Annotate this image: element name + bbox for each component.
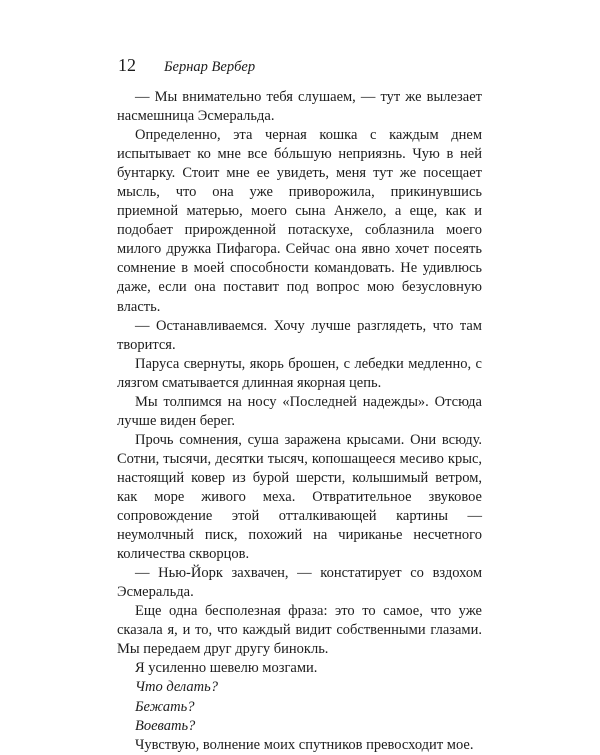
body-text: [117, 88, 482, 755]
paragraph: — Останавливаемся. Хочу лучше разглядеть, что там творится.: [117, 317, 482, 353]
paragraph: Паруса свернуты, якорь брошен, с лебедки медленно, с лязгом сматывается длинная якорная цепь.: [117, 355, 482, 391]
paragraph: Прочь сомнения, суша заражена крысами. Они всюду. Сотни, тысячи, десятки тысяч, копошащееся месиво крыс, настоящий ковер из бурой шерсти, колышимый ветром, как море живого меха. Отвратительное звуковое сопровождение этой отталкивающей картины — неумолчный писк, похожий на чириканье несчетного количества скворцов.: [117, 431, 482, 563]
page-header: [118, 54, 255, 76]
paragraph: Мы толпимся на носу «Последней надежды». Отсюда лучше виден берег.: [117, 393, 482, 429]
paragraph: — Мы внимательно тебя слушаем, — тут же вылезает насмешница Эсмеральда.: [117, 89, 482, 125]
paragraph: Определенно, эта черная кошка с каждым днем испытывает ко мне все бóльшую неприязнь. Чую в ней бунтарку. Стоит мне ее увидеть, меня тут же посещает мысль, что она уже приворожила, прикинувшись приемной матерью, моего сына Анжело, а еще, как и подобает прирожденной потаскухе, соблазнила моего милого дружка Пифагора. Сейчас она явно хочет посеять сомнение в моей способности командовать. Не удивлюсь даже, если она поставит под вопрос мою безусловную власть.: [117, 127, 482, 315]
paragraph: Еще одна бесполезная фраза: это то самое, что уже сказала я, и то, что каждый видит собственными глазами. Мы передаем друг другу бинокль.: [117, 603, 482, 658]
running-head: Бернар Вербер: [164, 59, 256, 75]
paragraph: Чувствую, волнение моих спутников превосходит мое.: [135, 736, 474, 753]
italic-thought: Бежать?: [135, 698, 195, 715]
italic-thought: Что делать?: [135, 679, 218, 696]
paragraph: Я усиленно шевелю мозгами.: [135, 660, 318, 677]
italic-thought: Воевать?: [135, 717, 196, 734]
page-number: 12: [118, 55, 136, 75]
paragraph: — Нью-Йорк захвачен, — констатирует со вздохом Эсмеральда.: [117, 565, 482, 601]
